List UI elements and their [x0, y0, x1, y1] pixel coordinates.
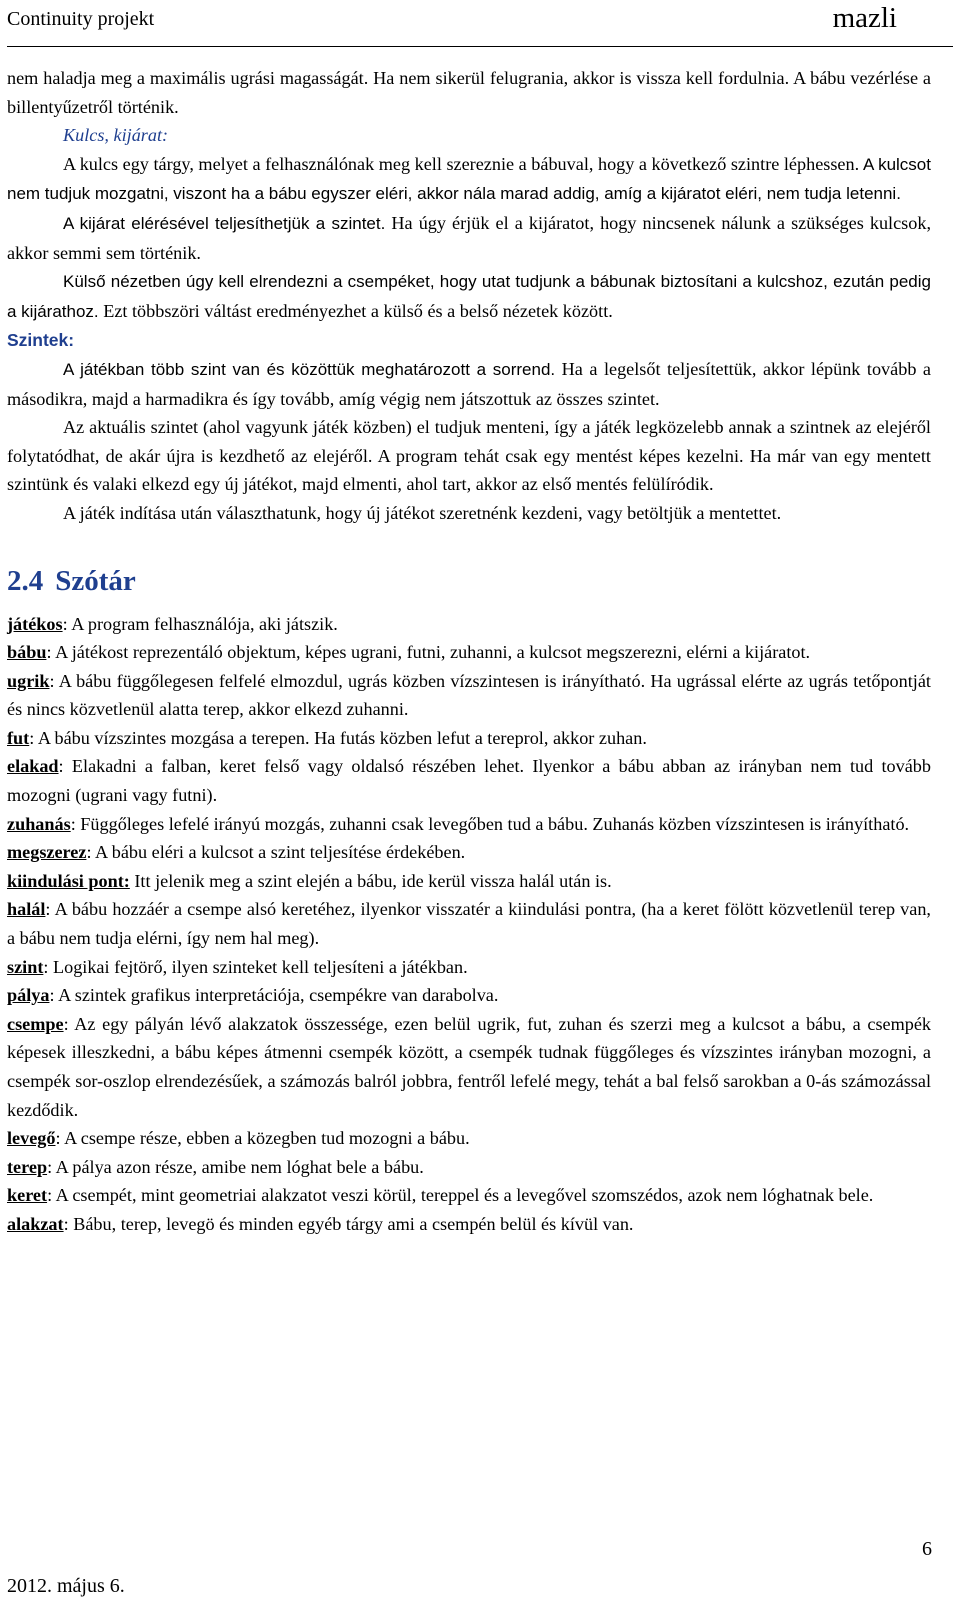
glossary-term: szint — [7, 956, 44, 977]
glossary-term: pálya — [7, 985, 50, 1006]
glossary-entry — [7, 838, 931, 867]
kulcs-2-text-b: Ha úgy érjük el a kijáratot, hogy nincsenek nálunk a szükséges kulcsok, akkor semmi sem történik. — [7, 212, 931, 263]
glossary-definition: A csempét, mint geometriai alakzatot veszi körül, tereppel és a levegővel szomszédos, azok nem lóghatnak bele. — [55, 1185, 874, 1206]
glossary-entry — [7, 867, 931, 896]
glossary-separator: : — [47, 1156, 56, 1177]
kulcs-1-text-a: A kulcs egy tárgy, melyet a felhasználónak meg kell szereznie a bábuval, hogy a következő szintre léphessen. — [63, 153, 860, 174]
glossary-entry — [7, 810, 931, 839]
glossary-definition: A bábu hozzáér a csempe alsó keretéhez, ilyenkor visszatér a kiindulási pontra, (ha a keret fölött közvetlenül terep van, a bábu nem tudja elérni, így nem hal meg). — [7, 899, 931, 949]
glossary-term: játékos — [7, 613, 63, 634]
glossary-definition: A program felhasználója, aki játszik. — [71, 613, 338, 634]
kulcs-1-text-b: A kulcsot nem tudjuk mozgatni, viszont ha a bábu egyszer eléri, akkor nála marad addig, amíg a kijáratot eléri, nem tudja letenni. — [7, 154, 931, 204]
glossary-term: fut — [7, 727, 30, 748]
section-heading — [7, 564, 931, 598]
paragraph-szintek-1 — [7, 355, 931, 413]
glossary-separator: : — [47, 1185, 56, 1206]
glossary-term: zuhanás — [7, 813, 71, 834]
footer-date: 2012. május 6. — [7, 1575, 125, 1597]
page-number: 6 — [922, 1538, 932, 1560]
glossary-term: csempe — [7, 1013, 64, 1034]
document-body — [7, 64, 931, 1239]
glossary-entry — [7, 752, 931, 809]
glossary-separator: : — [45, 899, 55, 920]
glossary-term: kiindulási pont: — [7, 870, 130, 891]
glossary-definition: A játékost reprezentáló objektum, képes ugrani, futni, zuhanni, a kulcsot megszerezni, elérni a kijáratot. — [55, 642, 811, 663]
glossary-separator: : — [70, 813, 81, 834]
glossary-entry — [7, 610, 931, 639]
section-title: Szótár — [55, 564, 136, 597]
glossary-term: halál — [7, 899, 46, 920]
glossary-separator: : — [58, 756, 72, 777]
glossary-separator: : — [29, 727, 38, 748]
glossary-definition: A bábu eléri a kulcsot a szint teljesítése érdekében. — [95, 842, 466, 863]
paragraph-szintek-2: Az aktuális szintet (ahol vagyunk játék közben) el tudjuk menteni, így a játék legközelebb annak a szintnek az elejéről folytatódhat, de akár újra is kezdhető az elejéről. A program tehát csak egy mentést képes kezelni. Ha már van egy mentett szintünk és valaki elkezd egy új játékot, majd elmenti, ahol tart, akkor az első mentés felülíródik. — [7, 417, 931, 495]
glossary-term: terep — [7, 1156, 48, 1177]
header-author: mazli — [832, 2, 897, 34]
glossary-definition: A bábu függőlegesen felfelé elmozdul, ugrás közben vízszintesen is irányítható. Ha ugrással elérte az ugrás tetőpontját és nincs közvetlenül alatta terep, akkor elkezd zuhanni. — [7, 670, 931, 720]
glossary-definition: A pálya azon része, amibe nem lóghat bele a bábu. — [55, 1156, 424, 1177]
paragraph-intro: nem haladja meg a maximális ugrási magasságát. Ha nem sikerül felugrania, akkor is vissza kell fordulnia. A bábu vezérlése a billentyűzetről történik. — [7, 68, 931, 117]
glossary-definition: Itt jelenik meg a szint elején a bábu, ide kerül vissza halál után is. — [134, 870, 612, 891]
szintek-1-text-a: A játékban több szint van és közöttük meghatározott a sorrend. — [63, 359, 556, 379]
glossary-entry — [7, 895, 931, 952]
glossary-entry — [7, 1010, 931, 1124]
glossary-definition: A szintek grafikus interpretációja, csempékre van darabolva. — [58, 985, 499, 1006]
glossary-term: megszerez — [7, 842, 87, 863]
glossary-separator: : — [63, 1013, 75, 1034]
glossary-separator: : — [62, 613, 72, 634]
glossary-separator: : — [43, 956, 53, 977]
glossary-definition: Függőleges lefelé irányú mozgás, zuhanni csak levegőben tud a bábu. Zuhanás közben vízszintesen is irányítható. — [80, 813, 910, 834]
paragraph-kulcs-2 — [7, 209, 931, 267]
glossary-term: keret — [7, 1185, 48, 1206]
glossary-entry — [7, 724, 931, 753]
glossary-entry — [7, 1181, 931, 1210]
section-number: 2.4 — [7, 564, 44, 597]
glossary-list — [7, 610, 931, 1239]
kulcs-3-text-b: Ezt többszöri váltást eredményezhet a külső és a belső nézetek között. — [98, 300, 613, 321]
glossary-entry — [7, 667, 931, 724]
glossary-term: elakad — [7, 756, 59, 777]
glossary-definition: A csempe része, ebben a közegben tud mozogni a bábu. — [64, 1128, 470, 1149]
glossary-term: bábu — [7, 642, 47, 663]
glossary-entry — [7, 1153, 931, 1182]
kulcs-3-text-a: Külső nézetben úgy kell elrendezni a csempéket, hogy utat tudjunk a bábunak biztosítani a kulcshoz, ezután pedig a kijárathoz. — [7, 272, 931, 321]
glossary-entry — [7, 981, 931, 1010]
glossary-separator: : — [63, 1213, 74, 1234]
heading-kulcs-kijarat: Kulcs, kijárat: — [63, 125, 169, 146]
glossary-separator: : — [86, 842, 96, 863]
glossary-separator: : — [49, 985, 59, 1006]
szintek-1-text-b: Ha a legelsőt teljesítettük, akkor lépünk tovább a másodikra, majd a harmadikra és így tovább, amíg végig nem játszottuk az összes szintet. — [7, 358, 931, 409]
glossary-definition: Logikai fejtörő, ilyen szinteket kell teljesíteni a játékban. — [52, 956, 468, 977]
paragraph-kulcs-3 — [7, 267, 931, 326]
glossary-separator: : — [49, 670, 59, 691]
kulcs-2-text-a: A kijárat elérésével teljesíthetjük a szintet. — [63, 213, 386, 233]
glossary-entry — [7, 953, 931, 982]
glossary-term: ugrik — [7, 670, 50, 691]
glossary-definition: A bábu vízszintes mozgása a terepen. Ha futás közben lefut a tereprol, akkor zuhan. — [37, 727, 647, 748]
glossary-definition: Az egy pályán lévő alakzatok összessége, ezen belül ugrik, fut, zuhan és szerzi meg a kulcsot a bábu, a csempék képesek illeszkedni, a bábu képes átmenni csempék között, a csempék tudnak függőleges és vízszintes irányban mozogni, a csempék sor-oszlop elrendezésűek, a számozás balról jobbra, fentről lefelé megy, tehát a bal felső sarokban a 0-ás számozással kezdődik. — [7, 1013, 931, 1120]
glossary-entry — [7, 1124, 931, 1153]
glossary-definition: Elakadni a falban, keret felső vagy oldalsó részében lehet. Ilyenkor a bábu abban az irányban nem tud tovább mozogni (ugrani vagy futni). — [7, 756, 931, 806]
page-header — [7, 2, 953, 47]
glossary-separator: : — [55, 1128, 65, 1149]
paragraph-kulcs-1 — [7, 150, 931, 209]
header-project-name: Continuity projekt — [7, 8, 155, 30]
glossary-separator: : — [46, 642, 56, 663]
glossary-term: alakzat — [7, 1213, 64, 1234]
heading-szintek: Szintek: — [7, 330, 75, 351]
glossary-entry — [7, 1210, 931, 1239]
glossary-entry — [7, 638, 931, 667]
paragraph-szintek-3: A játék indítása után választhatunk, hogy új játékot szeretnénk kezdeni, vagy betöltjük a mentettet. — [63, 502, 782, 523]
glossary-definition: Bábu, terep, levegö és minden egyéb tárgy ami a csempén belül és kívül van. — [73, 1213, 634, 1234]
glossary-term: levegő — [7, 1128, 56, 1149]
